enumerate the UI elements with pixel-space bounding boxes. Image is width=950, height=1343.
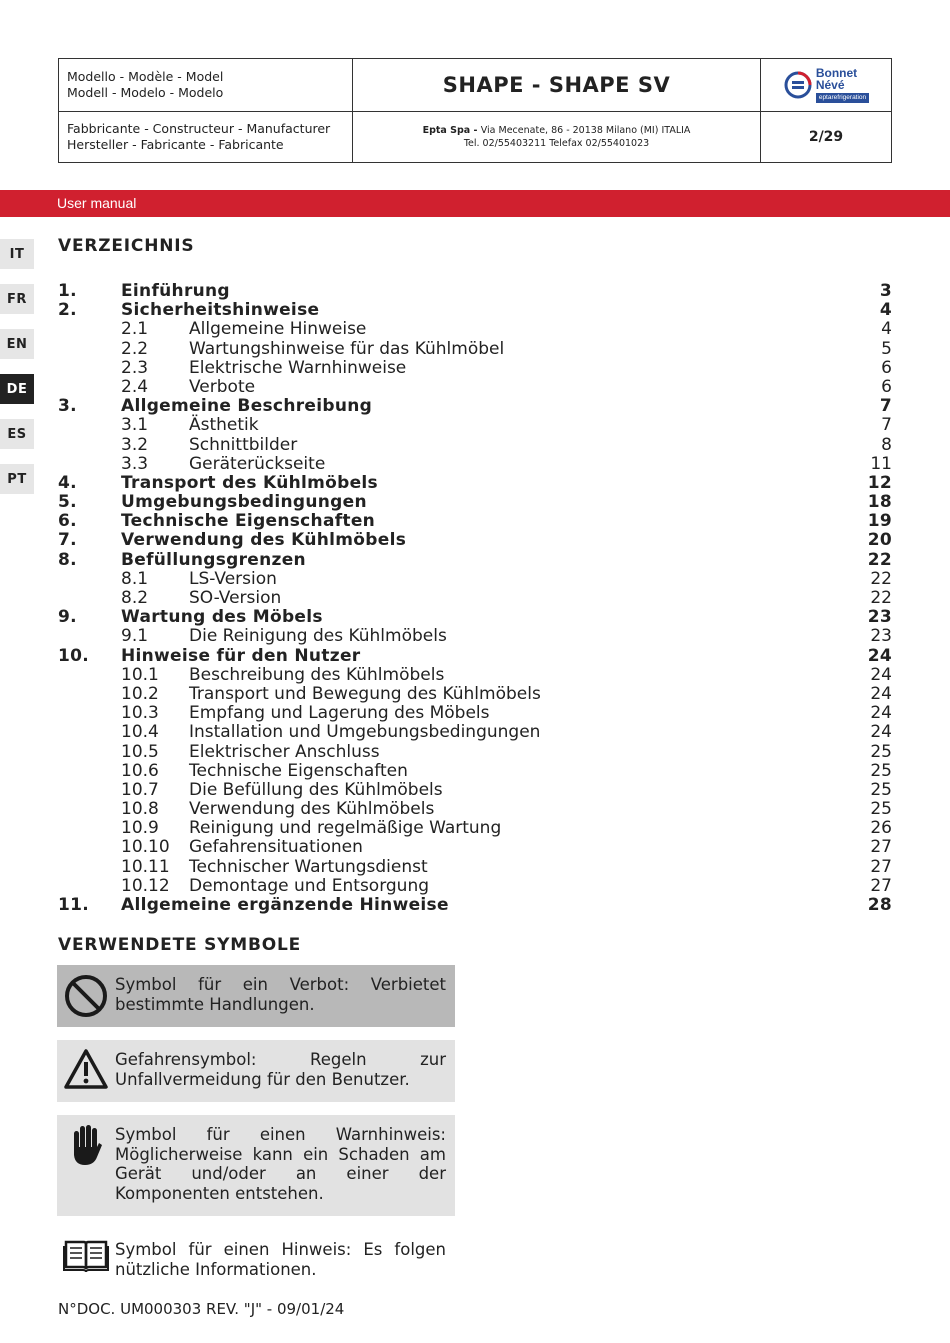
toc-entry-page: 24	[867, 645, 892, 666]
toc-entry[interactable]	[58, 512, 892, 531]
logo-text-epta: eptarefrigeration	[816, 93, 869, 103]
company-phone: Tel. 02/55403211 Telefax 02/55401023	[463, 138, 650, 149]
toc-entry-number: 10.12	[121, 875, 170, 896]
toc-entry-page: 8	[881, 434, 892, 455]
toc-entry-page: 7	[881, 415, 892, 436]
toc-entry-number: 5.	[58, 492, 77, 513]
toc-entry-page: 11	[870, 453, 892, 474]
warning-text: Symbol für einen Warnhinweis: Möglicherweise kann ein Schaden am Gerät und/oder an einer der Komponenten entstehen.	[115, 1125, 446, 1203]
toc-entry-page: 23	[870, 626, 892, 647]
toc-entry-title: Transport des Kühlmöbels	[121, 472, 378, 493]
toc-entry[interactable]	[58, 436, 892, 455]
toc-entry-title: Die Reinigung des Kühlmöbels	[189, 626, 447, 647]
toc-entry-page: 6	[881, 376, 892, 397]
toc-entry-title: Demontage und Entsorgung	[189, 875, 430, 896]
toc-entry-number: 4.	[58, 472, 77, 493]
language-tab-it[interactable]: IT	[0, 239, 34, 269]
toc-entry[interactable]	[58, 896, 892, 915]
warning-symbol-box	[57, 1115, 455, 1216]
toc-entry-number: 10.10	[121, 837, 170, 858]
prohibition-text: Symbol für ein Verbot: Verbietet bestimmte Handlungen.	[115, 975, 446, 1014]
toc-entry-title: Geräterückseite	[189, 453, 326, 474]
toc-entry-title: SO-Version	[189, 588, 282, 608]
prohibition-symbol-box	[57, 965, 455, 1027]
toc-entry-number: 3.2	[121, 434, 149, 455]
language-tab-pt[interactable]: PT	[0, 464, 34, 494]
toc-entry-title: Ästhetik	[189, 415, 259, 436]
manufacturer-label-line-1: Fabbricante - Constructeur - Manufacturer	[67, 121, 331, 136]
toc-entry-title: Die Befüllung des Kühlmöbels	[189, 779, 443, 800]
toc-entry-title: Hinweise für den Nutzer	[121, 645, 361, 666]
toc-entry-page: 27	[870, 856, 892, 877]
toc-entry[interactable]	[58, 320, 892, 339]
toc-entry[interactable]	[58, 838, 892, 857]
manufacturer-address-cell	[353, 112, 761, 162]
toc-entry-number: 3.3	[121, 453, 149, 474]
toc-entry-page: 18	[867, 492, 892, 513]
toc-entry-number: 10.2	[121, 683, 159, 704]
toc-entry-number: 8.	[58, 549, 77, 570]
toc-entry[interactable]	[58, 474, 892, 493]
toc-entry-page: 6	[881, 357, 892, 378]
toc-entry[interactable]	[58, 570, 892, 589]
toc-entry[interactable]	[58, 608, 892, 627]
toc-entry-number: 2.2	[121, 338, 149, 359]
toc-entry-page: 22	[867, 549, 892, 570]
toc-entry-title: Elektrische Warnhinweise	[189, 357, 407, 378]
toc-entry-title: Empfang und Lagerung des Möbels	[189, 703, 490, 724]
table-of-contents	[58, 282, 892, 915]
banner-label: User manual	[57, 195, 137, 211]
danger-triangle-icon	[63, 1048, 109, 1090]
toc-entry-page: 5	[881, 338, 892, 359]
toc-entry-page: 27	[870, 837, 892, 858]
toc-entry-number: 11.	[58, 895, 90, 915]
toc-entry-title: Verbote	[189, 376, 256, 397]
header-table	[58, 58, 892, 163]
toc-entry-number: 10.9	[121, 818, 159, 839]
toc-entry[interactable]	[58, 800, 892, 819]
toc-entry-title: Gefahrensituationen	[189, 837, 363, 858]
toc-entry-number: 2.1	[121, 319, 149, 340]
toc-entry-number: 10.8	[121, 799, 159, 820]
toc-entry-title: LS-Version	[189, 568, 277, 589]
symbols-title: VERWENDETE SYMBOLE	[58, 935, 302, 955]
model-label-line-1: Modello - Modèle - Model	[67, 69, 224, 84]
toc-entry-title: Elektrischer Anschluss	[189, 741, 380, 762]
toc-entry-title: Sicherheitshinweise	[121, 300, 320, 321]
bonnet-neve-logo	[783, 67, 869, 103]
toc-entry-number: 1.	[58, 281, 77, 301]
company-name: Epta Spa -	[422, 125, 481, 136]
toc-entry-title: Installation und Umgebungsbedingungen	[189, 722, 541, 743]
toc-entry-page: 24	[870, 722, 892, 743]
page-number-cell	[761, 112, 891, 162]
toc-entry-page: 24	[870, 703, 892, 724]
toc-entry-number: 2.4	[121, 376, 149, 397]
toc-entry-title: Allgemeine Hinweise	[189, 319, 367, 340]
toc-entry-number: 2.	[58, 300, 77, 321]
model-title-cell	[353, 59, 761, 112]
manufacturer-label-cell	[59, 112, 353, 162]
toc-entry[interactable]	[58, 416, 892, 435]
toc-entry-page: 22	[870, 568, 892, 589]
toc-entry-title: Beschreibung des Kühlmöbels	[189, 664, 445, 685]
toc-entry[interactable]	[58, 877, 892, 896]
toc-entry-page: 25	[870, 741, 892, 762]
toc-entry-number: 10.7	[121, 779, 159, 800]
toc-entry[interactable]	[58, 762, 892, 781]
toc-entry-title: Verwendung des Kühlmöbels	[189, 799, 435, 820]
logo-emblem-icon	[783, 70, 813, 100]
language-tab-de[interactable]: DE	[0, 374, 34, 404]
toc-entry-page: 28	[867, 895, 892, 915]
toc-entry-page: 12	[867, 472, 892, 493]
toc-entry-title: Allgemeine Beschreibung	[121, 396, 373, 417]
stop-hand-icon	[69, 1123, 103, 1167]
info-symbol-box	[57, 1230, 455, 1290]
toc-entry-title: Einführung	[121, 281, 230, 301]
toc-entry-page: 19	[867, 511, 892, 532]
toc-entry-number: 10.4	[121, 722, 159, 743]
model-label-cell	[59, 59, 353, 112]
toc-entry-page: 22	[870, 588, 892, 608]
toc-entry-page: 25	[870, 760, 892, 781]
toc-entry-title: Verwendung des Kühlmöbels	[121, 530, 407, 551]
toc-entry-number: 8.1	[121, 568, 149, 589]
toc-entry[interactable]	[58, 397, 892, 416]
logo-text-neve: Névé	[815, 78, 845, 92]
open-book-icon	[63, 1238, 109, 1272]
toc-entry[interactable]	[58, 493, 892, 512]
toc-entry[interactable]	[58, 743, 892, 762]
toc-entry-title: Umgebungsbedingungen	[121, 492, 367, 513]
toc-entry[interactable]	[58, 378, 892, 397]
language-tab-en[interactable]: EN	[0, 329, 34, 359]
company-address: Via Mecenate, 86 - 20138 Milano (MI) ITALIA	[480, 125, 691, 136]
toc-entry-page: 25	[870, 799, 892, 820]
toc-entry-number: 10.1	[121, 664, 159, 685]
toc-entry[interactable]	[58, 858, 892, 877]
toc-entry-number: 2.3	[121, 357, 149, 378]
document-number: N°DOC. UM000303 REV. "J" - 09/01/24	[58, 1300, 345, 1318]
toc-entry-page: 25	[870, 779, 892, 800]
toc-entry[interactable]	[58, 723, 892, 742]
toc-entry-title: Technischer Wartungsdienst	[189, 856, 428, 877]
prohibition-icon	[63, 973, 109, 1019]
toc-entry-page: 24	[870, 664, 892, 685]
toc-entry-number: 3.1	[121, 415, 149, 436]
toc-entry-page: 26	[870, 818, 892, 839]
toc-entry-title: Technische Eigenschaften	[189, 760, 408, 781]
toc-entry[interactable]	[58, 282, 892, 301]
toc-entry[interactable]	[58, 666, 892, 685]
toc-entry-number: 10.3	[121, 703, 159, 724]
model-label-line-2: Modell - Modelo - Modelo	[67, 85, 224, 100]
danger-symbol-box	[57, 1040, 455, 1102]
toc-title: VERZEICHNIS	[58, 236, 195, 256]
toc-entry[interactable]	[58, 551, 892, 570]
toc-entry-number: 7.	[58, 530, 77, 551]
toc-entry-title: Wartung des Möbels	[121, 607, 323, 628]
toc-entry-page: 4	[881, 319, 892, 340]
logo-text-bonnet: Bonnet	[815, 66, 858, 80]
toc-entry-number: 8.2	[121, 588, 149, 608]
toc-entry-number: 9.	[58, 607, 77, 628]
language-tab-fr[interactable]: FR	[0, 284, 34, 314]
toc-entry-number: 10.	[58, 645, 90, 666]
toc-entry-number: 6.	[58, 511, 77, 532]
section-banner	[0, 190, 950, 217]
toc-entry[interactable]	[58, 781, 892, 800]
toc-entry[interactable]	[58, 455, 892, 474]
toc-entry[interactable]	[58, 301, 892, 320]
toc-entry-title: Technische Eigenschaften	[121, 511, 376, 532]
toc-entry-number: 10.6	[121, 760, 159, 781]
toc-entry[interactable]	[58, 819, 892, 838]
toc-entry[interactable]	[58, 589, 892, 608]
toc-entry-page: 23	[867, 607, 892, 628]
toc-entry[interactable]	[58, 704, 892, 723]
language-tabs	[0, 239, 34, 509]
toc-entry-title: Schnittbilder	[189, 434, 298, 455]
logo-cell	[761, 59, 891, 112]
toc-entry-page: 27	[870, 875, 892, 896]
page-number: 2/29	[808, 129, 844, 145]
toc-entry-page: 24	[870, 683, 892, 704]
toc-entry-title: Wartungshinweise für das Kühlmöbel	[189, 338, 505, 359]
toc-entry-number: 10.5	[121, 741, 159, 762]
toc-entry[interactable]	[58, 685, 892, 704]
model-title: SHAPE - SHAPE SV	[442, 73, 671, 97]
toc-entry-page: 3	[879, 281, 892, 301]
toc-entry-number: 10.11	[121, 856, 170, 877]
toc-entry-page: 20	[867, 530, 892, 551]
toc-entry-title: Reinigung und regelmäßige Wartung	[189, 818, 502, 839]
info-text: Symbol für einen Hinweis: Es folgen nützliche Informationen.	[115, 1240, 446, 1279]
toc-entry[interactable]	[58, 340, 892, 359]
toc-entry-title: Transport und Bewegung des Kühlmöbels	[189, 683, 541, 704]
toc-entry-title: Befüllungsgrenzen	[121, 549, 306, 570]
danger-text: Gefahrensymbol: Regeln zur Unfallvermeidung für den Benutzer.	[115, 1050, 446, 1089]
toc-entry-title: Allgemeine ergänzende Hinweise	[121, 895, 449, 915]
toc-entry[interactable]	[58, 627, 892, 646]
toc-entry[interactable]	[58, 647, 892, 666]
toc-entry-page: 4	[879, 300, 892, 321]
toc-entry-number: 9.1	[121, 626, 149, 647]
language-tab-es[interactable]: ES	[0, 419, 34, 449]
manufacturer-label-line-2: Hersteller - Fabricante - Fabricante	[67, 137, 284, 152]
toc-entry-page: 7	[879, 396, 892, 417]
toc-entry[interactable]	[58, 531, 892, 550]
toc-entry[interactable]	[58, 359, 892, 378]
toc-entry-number: 3.	[58, 396, 77, 417]
